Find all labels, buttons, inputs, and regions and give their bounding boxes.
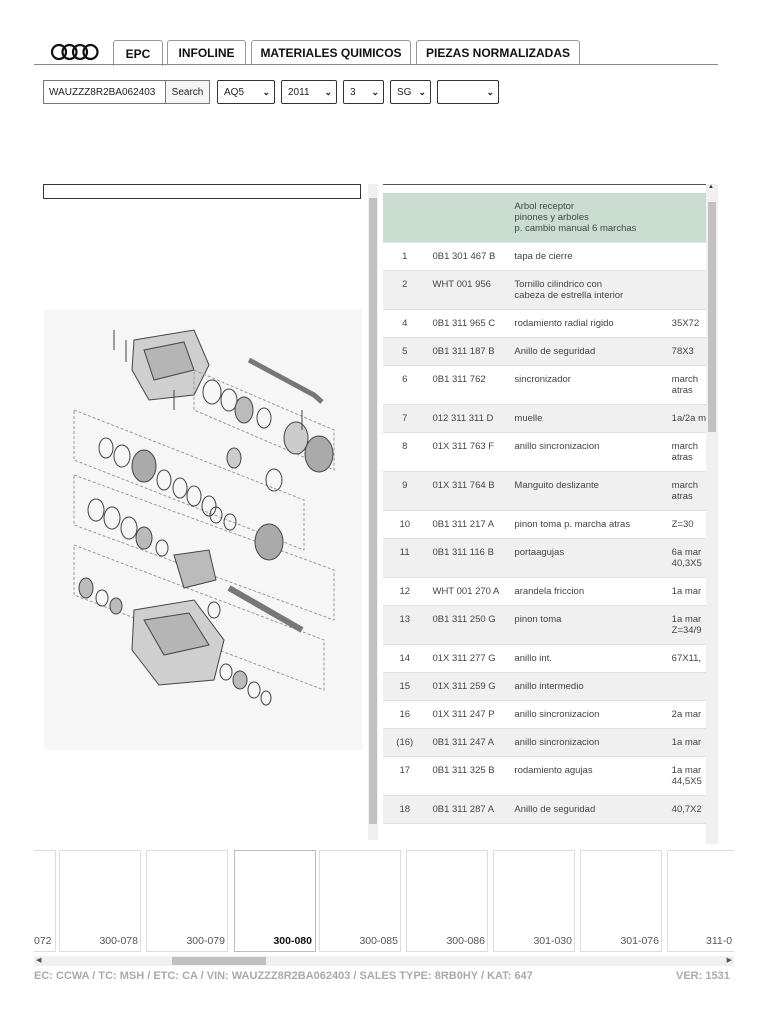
- description-cell: [508, 606, 665, 633]
- exploded-parts-diagram[interactable]: [44, 310, 362, 750]
- position-cell: 18: [399, 804, 411, 815]
- thumbnail-label[interactable]: 301-076: [620, 935, 659, 947]
- position-cell: (16): [396, 737, 414, 748]
- table-row[interactable]: [383, 606, 706, 645]
- thumbnail-label[interactable]: 300-078: [99, 935, 138, 947]
- tab-epc[interactable]: EPC: [113, 40, 163, 66]
- description-line: rodamiento agujas: [514, 765, 593, 776]
- position-cell: 1: [402, 251, 408, 262]
- table-row[interactable]: [383, 796, 706, 824]
- part-number-cell[interactable]: 01X 311 259 G: [432, 681, 496, 692]
- part-number-cell[interactable]: 0B1 311 250 G: [432, 614, 496, 625]
- description-line: Tornillo cilindrico con: [514, 279, 603, 290]
- remark-line: atras: [671, 491, 693, 502]
- position-cell: 9: [402, 480, 408, 491]
- thumbnail-label[interactable]: 311-0: [706, 935, 733, 947]
- description-cell: [508, 472, 665, 499]
- remark-cell: [666, 539, 706, 577]
- part-number-cell[interactable]: 0B1 301 467 B: [432, 251, 496, 262]
- position-cell: 4: [402, 318, 408, 329]
- remark-cell: [666, 338, 706, 365]
- year-select[interactable]: [281, 80, 337, 104]
- thumbnail-label[interactable]: 300-079: [186, 935, 225, 947]
- audi-logo: [50, 42, 100, 62]
- remark-line: 40,3X5: [671, 558, 702, 569]
- table-row[interactable]: [383, 701, 706, 729]
- tab-infoline[interactable]: INFOLINE: [167, 40, 246, 64]
- description-line: Anillo de seguridad: [514, 804, 596, 815]
- position-cell: 2: [402, 279, 408, 290]
- remark-cell: [666, 578, 706, 605]
- part-number-cell[interactable]: 01X 311 763 F: [432, 441, 495, 452]
- remark-cell: [666, 472, 706, 510]
- remark-cell: [666, 757, 706, 795]
- position-cell: 8: [402, 441, 408, 452]
- tab-divider: [34, 64, 718, 65]
- remark-line: Z=30: [671, 519, 694, 530]
- scroll-left-icon[interactable]: ◀: [36, 957, 42, 964]
- part-number-cell[interactable]: 0B1 311 116 B: [432, 547, 494, 558]
- description-cell: [508, 405, 665, 432]
- table-row[interactable]: [383, 757, 706, 796]
- table-row[interactable]: [383, 243, 706, 271]
- remark-cell: [666, 271, 706, 287]
- group-value: 3: [350, 86, 356, 98]
- remark-cell: [666, 310, 706, 337]
- remark-cell: [666, 673, 706, 689]
- remark-line: march: [671, 441, 699, 452]
- description-cell: [508, 645, 665, 672]
- thumbnail-label-selected[interactable]: 300-080: [273, 935, 312, 947]
- description-cell: [508, 366, 665, 393]
- table-group-header-row: [383, 193, 706, 243]
- remark-line: 6a mar: [671, 547, 702, 558]
- year-value: 2011: [288, 86, 310, 98]
- thumbnail-label[interactable]: 301-030: [533, 935, 572, 947]
- group-description-line: pinones y arboles: [514, 212, 589, 223]
- scroll-right-icon[interactable]: ▶: [726, 957, 732, 964]
- remark-line: 1a mar: [671, 614, 702, 625]
- remark-line: march: [671, 374, 699, 385]
- chevron-down-icon: ⌄: [324, 86, 332, 97]
- chevron-down-icon: ⌄: [262, 86, 270, 97]
- table-row[interactable]: [383, 405, 706, 433]
- table-row[interactable]: [383, 271, 706, 310]
- tab-materiales-quimicos[interactable]: MATERIALES QUIMICOS: [251, 40, 411, 64]
- description-cell: [508, 701, 665, 728]
- description-line: arandela friccion: [514, 586, 585, 597]
- position-cell: 16: [399, 709, 411, 720]
- version-label: VER: 1531: [676, 970, 730, 982]
- description-line: anillo sincronizacion: [514, 737, 600, 748]
- remark-line: 44,5X5: [671, 776, 702, 787]
- table-row[interactable]: [383, 338, 706, 366]
- remark-line: 40,7X2: [671, 804, 702, 815]
- table-row[interactable]: [383, 511, 706, 539]
- description-cell: [508, 796, 665, 823]
- table-row[interactable]: [383, 472, 706, 511]
- description-cell: [508, 578, 665, 605]
- tab-piezas-normalizadas[interactable]: PIEZAS NORMALIZADAS: [416, 40, 580, 64]
- description-line: rodamiento radial rigido: [514, 318, 614, 329]
- remark-cell: [666, 511, 706, 538]
- thumbnail-label[interactable]: 300-086: [446, 935, 485, 947]
- description-line: Manguito deslizante: [514, 480, 599, 491]
- remark-line: atras: [671, 385, 693, 396]
- market-value: SG: [397, 86, 412, 98]
- extra-select[interactable]: [437, 80, 499, 104]
- illustration-title-bar: [43, 184, 361, 199]
- description-cell: [508, 757, 665, 784]
- description-line: Anillo de seguridad: [514, 346, 596, 357]
- description-line: pinon toma: [514, 614, 562, 625]
- part-number-cell[interactable]: 01X 311 277 G: [432, 653, 496, 664]
- part-number-cell[interactable]: 0B1 311 187 B: [432, 346, 495, 357]
- remark-line: march: [671, 480, 699, 491]
- part-number-cell[interactable]: 01X 311 764 B: [432, 480, 495, 491]
- description-line: anillo sincronizacion: [514, 709, 600, 720]
- remark-line: atras: [671, 452, 693, 463]
- position-cell: 13: [399, 614, 411, 625]
- position-cell: 14: [399, 653, 411, 664]
- position-cell: 6: [402, 374, 408, 385]
- description-line: sincronizador: [514, 374, 571, 385]
- description-cell: [508, 539, 665, 566]
- part-number-cell[interactable]: 01X 311 247 P: [432, 709, 495, 720]
- group-select[interactable]: [343, 80, 384, 104]
- remark-line: 35X72: [671, 318, 700, 329]
- table-row[interactable]: [383, 729, 706, 757]
- table-row[interactable]: [383, 578, 706, 606]
- remark-line: 1a mar: [671, 737, 702, 748]
- group-description: [508, 193, 665, 242]
- thumbnail-scrollbar[interactable]: [34, 956, 734, 966]
- remark-cell: [666, 366, 706, 404]
- thumbnail-label[interactable]: 300-085: [359, 935, 398, 947]
- position-cell: 15: [399, 681, 411, 692]
- remark-line: 78X3: [671, 346, 694, 357]
- description-line: anillo int.: [514, 653, 552, 664]
- part-number-cell[interactable]: 0B1 311 247 A: [432, 737, 495, 748]
- description-cell: [508, 271, 665, 309]
- table-row[interactable]: [383, 310, 706, 338]
- description-cell: [508, 243, 665, 270]
- position-cell: 10: [399, 519, 411, 530]
- description-cell: [508, 729, 665, 756]
- remark-cell: [666, 729, 706, 756]
- remark-cell: [666, 606, 706, 644]
- scroll-up-icon[interactable]: ▲: [708, 184, 714, 190]
- market-select[interactable]: [390, 80, 431, 104]
- description-cell: [508, 338, 665, 365]
- description-line: anillo intermedio: [514, 681, 584, 692]
- vin-input[interactable]: WAUZZZ8R2BA062403: [43, 80, 166, 104]
- group-description-line: p. cambio manual 6 marchas: [514, 223, 637, 234]
- table-row[interactable]: [383, 539, 706, 578]
- part-number-cell[interactable]: 012 311 311 D: [432, 413, 494, 424]
- status-bar: EC: CCWA / TC: MSH / ETC: CA / VIN: WAUZZZ8R2BA062403 / SALES TYPE: 8RB0HY / KAT: 647: [34, 970, 533, 982]
- part-number-cell[interactable]: WHT 001 956: [432, 279, 491, 290]
- part-number-cell[interactable]: 0B1 311 965 C: [432, 318, 496, 329]
- thumbnail-label[interactable]: 072: [34, 935, 52, 947]
- remark-line: 1a mar: [671, 765, 702, 776]
- illustration-scrollbar[interactable]: [368, 184, 378, 840]
- description-line: tapa de cierre: [514, 251, 573, 262]
- remark-line: Z=34/9: [671, 625, 702, 636]
- position-cell: 11: [399, 547, 410, 558]
- part-number-cell[interactable]: 0B1 311 762: [432, 374, 486, 385]
- remark-cell: [666, 433, 706, 471]
- remark-cell: [666, 405, 706, 432]
- description-line: anillo sincronizacion: [514, 441, 600, 452]
- parts-table-container: [383, 184, 706, 844]
- remark-cell: [666, 645, 706, 672]
- position-cell: 12: [399, 586, 411, 597]
- scrollbar-thumb[interactable]: [369, 198, 377, 824]
- chevron-down-icon: ⌄: [486, 86, 494, 97]
- model-value: AQ5: [224, 86, 245, 98]
- chevron-down-icon: ⌄: [371, 86, 379, 97]
- description-cell: [508, 433, 665, 460]
- description-line: muelle: [514, 413, 543, 424]
- remark-line: 1a/2a m: [671, 413, 706, 424]
- position-cell: 17: [399, 765, 411, 776]
- table-row[interactable]: [383, 366, 706, 405]
- part-number-cell[interactable]: 0B1 311 217 A: [432, 519, 495, 530]
- table-row[interactable]: [383, 673, 706, 701]
- scrollbar-thumb[interactable]: [708, 202, 716, 432]
- description-cell: [508, 511, 665, 538]
- scrollbar-thumb[interactable]: [172, 957, 266, 965]
- description-cell: [508, 310, 665, 337]
- description-cell: [508, 673, 665, 700]
- table-row[interactable]: [383, 645, 706, 673]
- description-line: portaagujas: [514, 547, 565, 558]
- remark-cell: [666, 243, 706, 259]
- part-number-cell[interactable]: 0B1 311 287 A: [432, 804, 495, 815]
- table-header-strip: [383, 184, 706, 193]
- remark-cell: [666, 796, 706, 823]
- description-line: pinon toma p. marcha atras: [514, 519, 631, 530]
- description-line: cabeza de estrella interior: [514, 290, 624, 301]
- part-number-cell[interactable]: WHT 001 270 A: [432, 586, 500, 597]
- search-button[interactable]: Search: [165, 80, 210, 104]
- position-cell: 7: [402, 413, 408, 424]
- table-row[interactable]: [383, 433, 706, 472]
- remark-line: 1a mar: [671, 586, 702, 597]
- parts-table: [383, 193, 706, 824]
- remark-line: 2a mar: [671, 709, 702, 720]
- part-number-cell[interactable]: 0B1 311 325 B: [432, 765, 495, 776]
- group-description-line: Arbol receptor: [514, 201, 575, 212]
- remark-line: 67X11,: [671, 653, 702, 664]
- position-cell: 5: [402, 346, 408, 357]
- parts-table-scrollbar[interactable]: [706, 184, 718, 844]
- model-select[interactable]: [217, 80, 275, 104]
- chevron-down-icon: ⌄: [418, 86, 426, 97]
- remark-cell: [666, 701, 706, 728]
